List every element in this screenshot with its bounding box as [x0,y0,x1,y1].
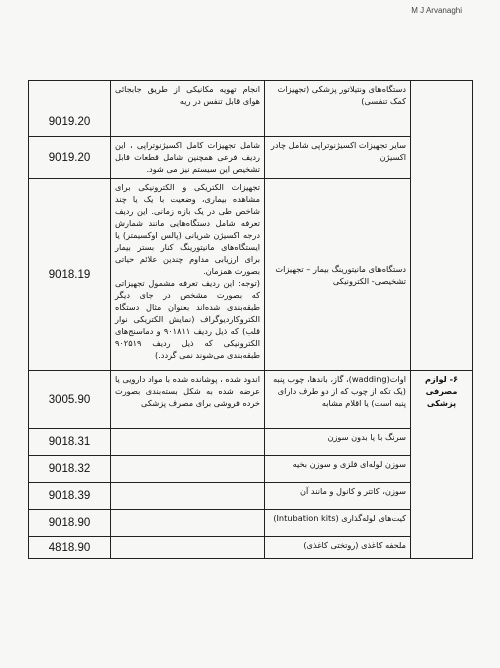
tariff-code: 9019.20 [29,81,111,137]
author-header: M J Arvanaghi [411,6,462,15]
tariff-code: 9018.32 [29,456,111,483]
description-text: تجهیزات الکتریکی و الکترونیکی برای مشاهده بیماری، وضعیت با یک یا چند شاخص طی در یک بازه زمانی. این ردیف تعرفه شامل دستگاه‌هایی مانند شمارش درجه اکسیژن شریانی (پالس اوکسیمتر) یا ایستگاه‌های مانیتورینگ کنار بستر بیمار برای ارزیابی مداوم چندین علائم حیاتی بصورت همزمان. [115,182,260,276]
item-cell: ملحفه کاغذی (روتختی کاغذی) [265,537,411,559]
description-cell [111,179,265,371]
table-row [29,371,473,429]
table-row [29,456,473,483]
description-cell [111,483,265,510]
table-row [29,81,473,137]
item-cell: سوزن لوله‌ای فلزی و سوزن بخیه [265,456,411,483]
tariff-table [28,80,473,559]
tariff-code: 9019.20 [29,137,111,179]
description-cell: اندود شده ، پوشانده شده با مواد دارویی یا عرضه شده به شکل بسته‌بندی بصورت خرده فروشی برای مصرف پزشکی [111,371,265,429]
description-cell [111,429,265,456]
item-cell: دستگاه‌های ونتیلاتور پزشکی (تجهیزات کمک تنفسی) [265,81,411,137]
item-cell: سایر تجهیزات اکسیژنوتراپی شامل چادر اکسیژن [265,137,411,179]
tariff-code: 9018.19 [29,179,111,371]
table-row [29,137,473,179]
item-cell: سوزن، کاتتر و کانول و مانند آن [265,483,411,510]
description-cell: شامل تجهیزات کامل اکسیژنوتراپی ، این ردیف فرعی همچنین شامل قطعات قابل تشخیص این سیستم نیز می شود. [111,137,265,179]
tariff-code: 3005.90 [29,371,111,429]
description-cell: انجام تهویه مکانیکی از طریق جابجائی هوای قابل تنفس در ریه [111,81,265,137]
category-cell: ۶- لوازم مصرفی پزشکی [411,371,473,559]
description-cell [111,510,265,537]
tariff-code: 9018.39 [29,483,111,510]
description-cell [111,537,265,559]
description-cell [111,456,265,483]
table-row [29,429,473,456]
table-row [29,179,473,371]
item-cell: کیت‌های لوله‌گذاری (Intubation kits) [265,510,411,537]
description-note: (توجه: این ردیف تعرفه مشمول تجهیزاتی که بصورت مشخص در جای دیگر طبقه‌بندی شده‌اند بعنوان مثال دستگاه الکتروکاردیوگراف (نمایش الکتریکی نوار قلب) که ذیل ردیف ۹۰۱۸۱۱ و دماسنج‌های الکترونیکی که ذیل ردیف ۹۰۲۵۱۹ طبقه‌بندی می‌شوند نمی گردد.) [115,278,260,360]
tariff-code: 9018.90 [29,510,111,537]
tariff-code: 4818.90 [29,537,111,559]
tariff-code: 9018.31 [29,429,111,456]
table-row [29,510,473,537]
category-cell-empty [411,81,473,371]
item-cell: اوات(wadding)، گاز، باندها، چوب پنبه (یک تکه از چوب که از دو طرف دارای پنبه است) یا اقلام مشابه [265,371,411,429]
table-row [29,537,473,559]
item-cell: دستگاه‌های مانیتورینگ بیمار – تجهیزات تشخیصی- الکترونیکی [265,179,411,371]
item-cell: سرنگ با یا بدون سوزن [265,429,411,456]
table-row [29,483,473,510]
